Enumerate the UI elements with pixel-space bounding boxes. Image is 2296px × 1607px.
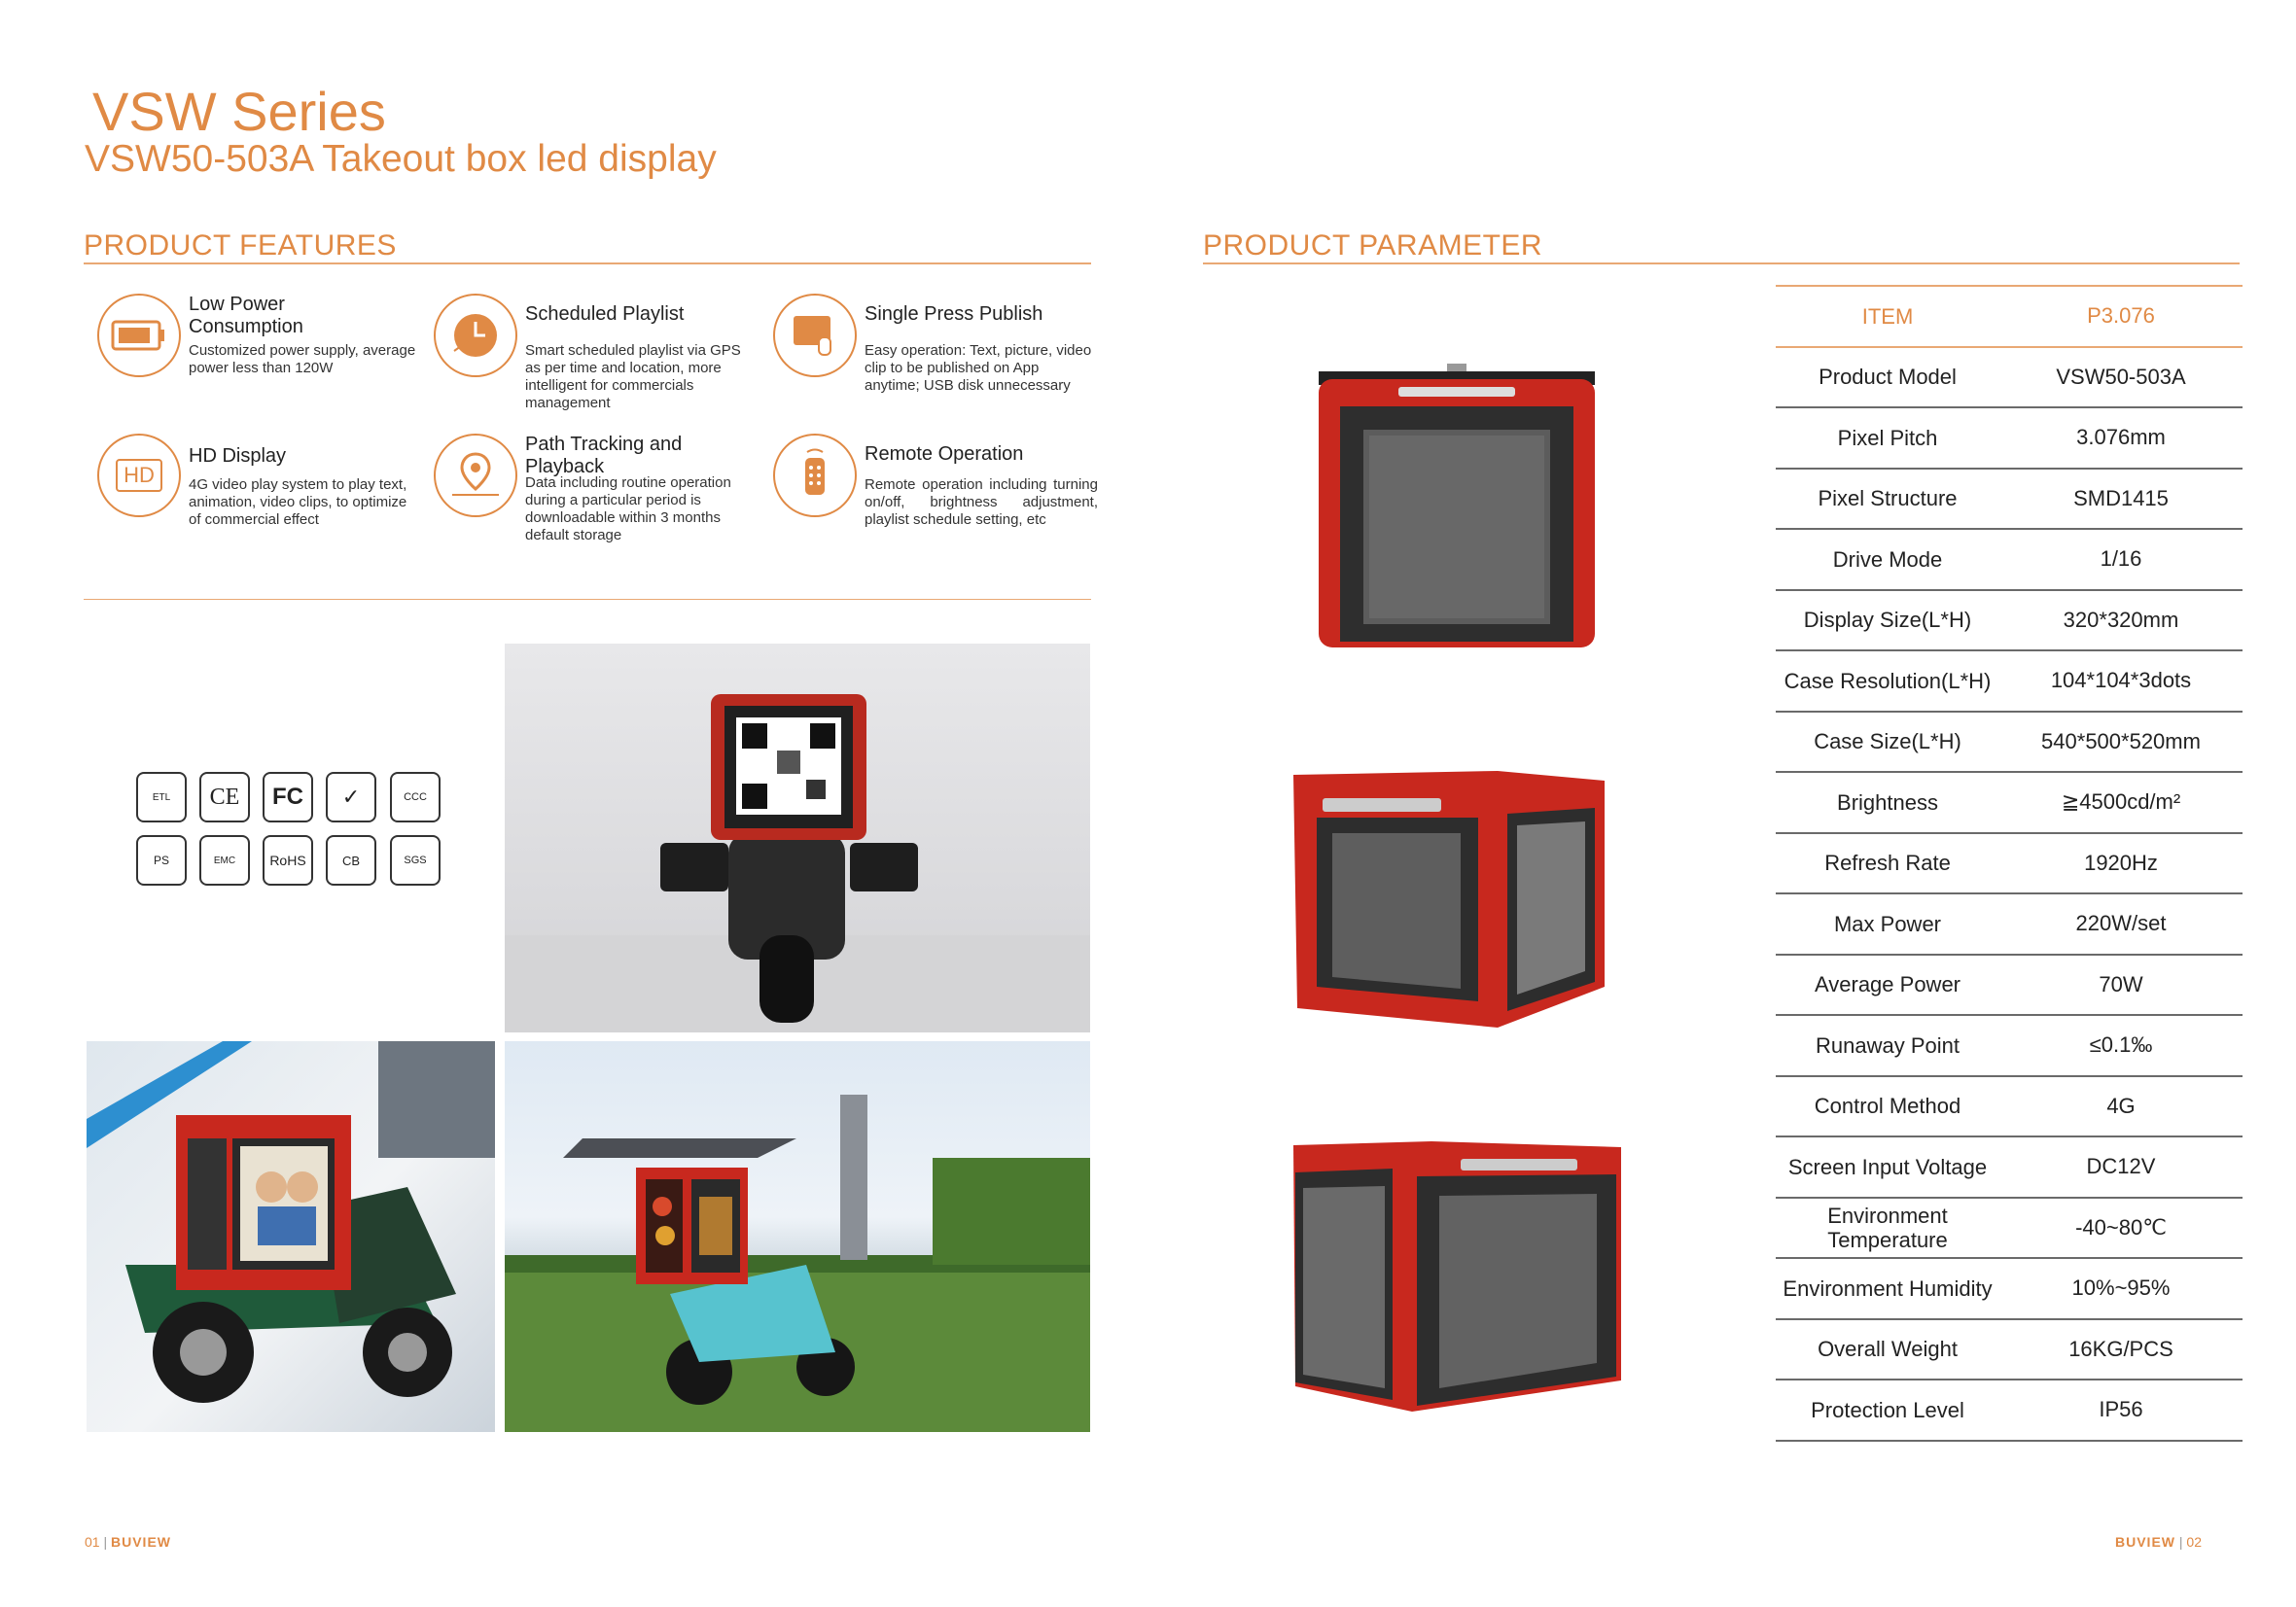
clock-icon	[434, 294, 517, 377]
param-item: Product Model	[1819, 365, 1957, 390]
ce-cert-icon: CE	[199, 772, 250, 822]
feature-title: HD Display	[189, 445, 287, 467]
etl-cert-icon: ETL	[136, 772, 187, 822]
param-item: Protection Level	[1811, 1397, 1964, 1422]
photo-scooter-rear	[505, 644, 1090, 1032]
box-corner-view	[1276, 1137, 1626, 1419]
feature-desc: 4G video play system to play text, animation, video clips, to optimize of commercial effect	[189, 476, 407, 528]
param-item: Drive Mode	[1832, 546, 1943, 572]
feature-desc: Remote operation including turning on/off, brightness adjustment, playlist schedule setting, etc	[865, 476, 1098, 528]
param-value: 320*320mm	[2063, 607, 2179, 632]
feature-desc: Customized power supply, average power less than 120W	[189, 342, 416, 376]
header-value: P3.076	[2087, 303, 2155, 329]
table-row	[1776, 834, 2243, 895]
parameter-rule	[1203, 262, 2240, 264]
cb-cert-icon: CB	[326, 835, 376, 886]
param-value: 1920Hz	[2084, 850, 2158, 875]
param-value: 70W	[2099, 971, 2143, 996]
param-item: Case Resolution(L*H)	[1784, 668, 1992, 693]
param-item: Overall Weight	[1818, 1337, 1958, 1362]
feature-title: Single Press Publish	[865, 303, 1043, 325]
param-item: Brightness	[1837, 789, 1938, 815]
param-value: 540*500*520mm	[2041, 728, 2201, 753]
feature-desc: Data including routine operation during a particular period is downloadable within 3 months default storage	[525, 474, 731, 543]
table-row	[1776, 1016, 2243, 1077]
table-row	[1776, 470, 2243, 531]
parameter-table	[1776, 285, 2243, 1442]
hd-icon	[97, 434, 181, 517]
param-value: 16KG/PCS	[2068, 1336, 2173, 1361]
page-number-left: 01	[85, 1534, 100, 1550]
param-item: Screen Input Voltage	[1787, 1154, 1988, 1179]
feature-desc: Easy operation: Text, picture, video clip to be published on App anytime; USB disk unnecessary	[865, 342, 1092, 394]
feature-title: Remote Operation	[865, 443, 1024, 465]
table-header-row	[1776, 287, 2243, 348]
series-title: VSW Series	[92, 81, 386, 142]
param-value: 10%~95%	[2071, 1275, 2171, 1301]
footer-right: BUVIEW | 02	[2115, 1534, 2202, 1550]
footer-left: 01 | BUVIEW	[85, 1534, 171, 1550]
pse-cert-icon: PS	[136, 835, 187, 886]
param-value: SMD1415	[2073, 485, 2169, 510]
feature-desc: Smart scheduled playlist via GPS as per time and location, more intelligent for commercials management	[525, 342, 741, 411]
param-value: IP56	[2099, 1397, 2143, 1422]
feature-title: Scheduled Playlist	[525, 303, 685, 325]
param-value: 220W/set	[2075, 911, 2167, 936]
param-item: Environment Temperature	[1827, 1203, 1948, 1252]
click-publish-icon	[773, 294, 857, 377]
sgs-cert-icon: SGS	[390, 835, 441, 886]
param-item: Environment Humidity	[1783, 1275, 1993, 1301]
param-value: VSW50-503A	[2056, 364, 2186, 389]
table-row	[1776, 530, 2243, 591]
location-pin-icon	[434, 434, 517, 517]
features-bottom-rule	[84, 599, 1091, 600]
c-tick-cert-icon: ✓	[326, 772, 376, 822]
table-row	[1776, 348, 2243, 409]
param-item: Case Size(L*H)	[1814, 729, 1961, 754]
table-row	[1776, 713, 2243, 774]
remote-control-icon	[773, 434, 857, 517]
photo-scooter-lawn	[505, 1041, 1090, 1432]
features-heading: PRODUCT FEATURES	[84, 229, 397, 262]
table-row	[1776, 894, 2243, 956]
table-row	[1776, 408, 2243, 470]
table-row	[1776, 1199, 2243, 1260]
param-value: 104*104*3dots	[2050, 668, 2192, 693]
table-row	[1776, 956, 2243, 1017]
rohs-cert-icon: RoHS	[263, 835, 313, 886]
box-angle-view	[1284, 763, 1614, 1035]
ccc-cert-icon: CCC	[390, 772, 441, 822]
features-rule	[84, 262, 1091, 264]
product-subtitle: VSW50-503A Takeout box led display	[85, 138, 717, 180]
param-item: Max Power	[1833, 911, 1942, 936]
param-item: Pixel Pitch	[1837, 425, 1938, 450]
param-value: ≧4500cd/m²	[2061, 789, 2181, 815]
table-row	[1776, 773, 2243, 834]
param-item: Display Size(L*H)	[1803, 608, 1972, 633]
feature-title: Path Tracking and Playback	[525, 434, 683, 477]
param-item: Runaway Point	[1816, 1032, 1960, 1058]
brand-logo-right: BUVIEW	[2115, 1534, 2175, 1550]
brand-logo-left: BUVIEW	[111, 1534, 171, 1550]
table-row	[1776, 1259, 2243, 1320]
param-value: 3.076mm	[2076, 425, 2166, 450]
table-row	[1776, 591, 2243, 652]
param-value: 4G	[2106, 1093, 2136, 1118]
hd-badge: HD	[116, 459, 162, 492]
param-item: Control Method	[1814, 1094, 1961, 1119]
battery-icon	[97, 294, 181, 377]
emc-cert-icon: EMC	[199, 835, 250, 886]
table-row	[1776, 1320, 2243, 1381]
fcc-cert-icon: FC	[263, 772, 313, 822]
table-row	[1776, 1380, 2243, 1442]
param-item: Average Power	[1814, 972, 1960, 997]
parameter-heading: PRODUCT PARAMETER	[1203, 229, 1543, 262]
param-value: -40~80℃	[2075, 1214, 2167, 1240]
table-row	[1776, 651, 2243, 713]
box-front-view	[1301, 360, 1612, 651]
param-value: 1/16	[2100, 546, 2142, 572]
param-item: Pixel Structure	[1818, 486, 1958, 511]
photo-trike	[87, 1041, 495, 1432]
param-value: DC12V	[2086, 1154, 2156, 1179]
table-row	[1776, 1137, 2243, 1199]
header-item: ITEM	[1861, 303, 1914, 329]
feature-title: Low Power Consumption	[189, 294, 303, 337]
param-value: ≤0.1‰	[2089, 1032, 2153, 1058]
param-item: Refresh Rate	[1824, 851, 1951, 876]
table-row	[1776, 1077, 2243, 1138]
page-number-right: 02	[2186, 1534, 2202, 1550]
